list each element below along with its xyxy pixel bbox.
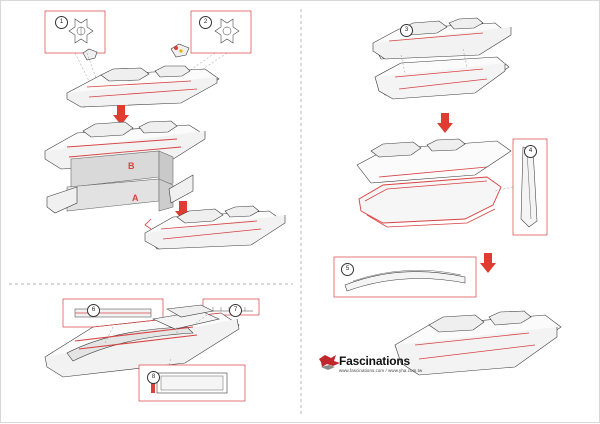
deck-step-3 bbox=[373, 18, 511, 59]
part-label-A: A bbox=[132, 193, 139, 203]
step-badge-6: 6 bbox=[87, 304, 100, 317]
part-label-B: B bbox=[128, 161, 135, 171]
step-badge-4: 4 bbox=[524, 145, 537, 158]
assembly-diagram-artwork bbox=[1, 1, 600, 424]
top-left-panel-art bbox=[45, 11, 285, 249]
step-badge-5: 5 bbox=[341, 263, 354, 276]
arrow-down-4 bbox=[480, 253, 496, 273]
callout-step-5-box bbox=[334, 257, 476, 297]
step-badge-7: 7 bbox=[229, 304, 242, 317]
brand-block bbox=[317, 353, 427, 377]
step-badge-1: 1 bbox=[55, 16, 68, 29]
top-right-panel-art bbox=[334, 18, 561, 375]
hull-step-2 bbox=[45, 121, 205, 213]
hull-step-3-lower bbox=[375, 57, 509, 99]
arrow-down-3 bbox=[437, 113, 453, 133]
bottom-left-panel-art bbox=[45, 299, 259, 401]
callout-step-1-box bbox=[45, 11, 105, 53]
step-badge-3: 3 bbox=[400, 24, 413, 37]
brand-url: www.fascinations.com / www.yha.com.tw bbox=[339, 368, 423, 373]
hull-step-3 bbox=[145, 206, 285, 249]
step-badge-8: 8 bbox=[147, 371, 160, 384]
hull-step-4 bbox=[357, 139, 511, 227]
brand-name: Fascinations bbox=[339, 354, 410, 368]
hull-step-1 bbox=[67, 66, 219, 107]
step-badge-2: 2 bbox=[199, 16, 212, 29]
